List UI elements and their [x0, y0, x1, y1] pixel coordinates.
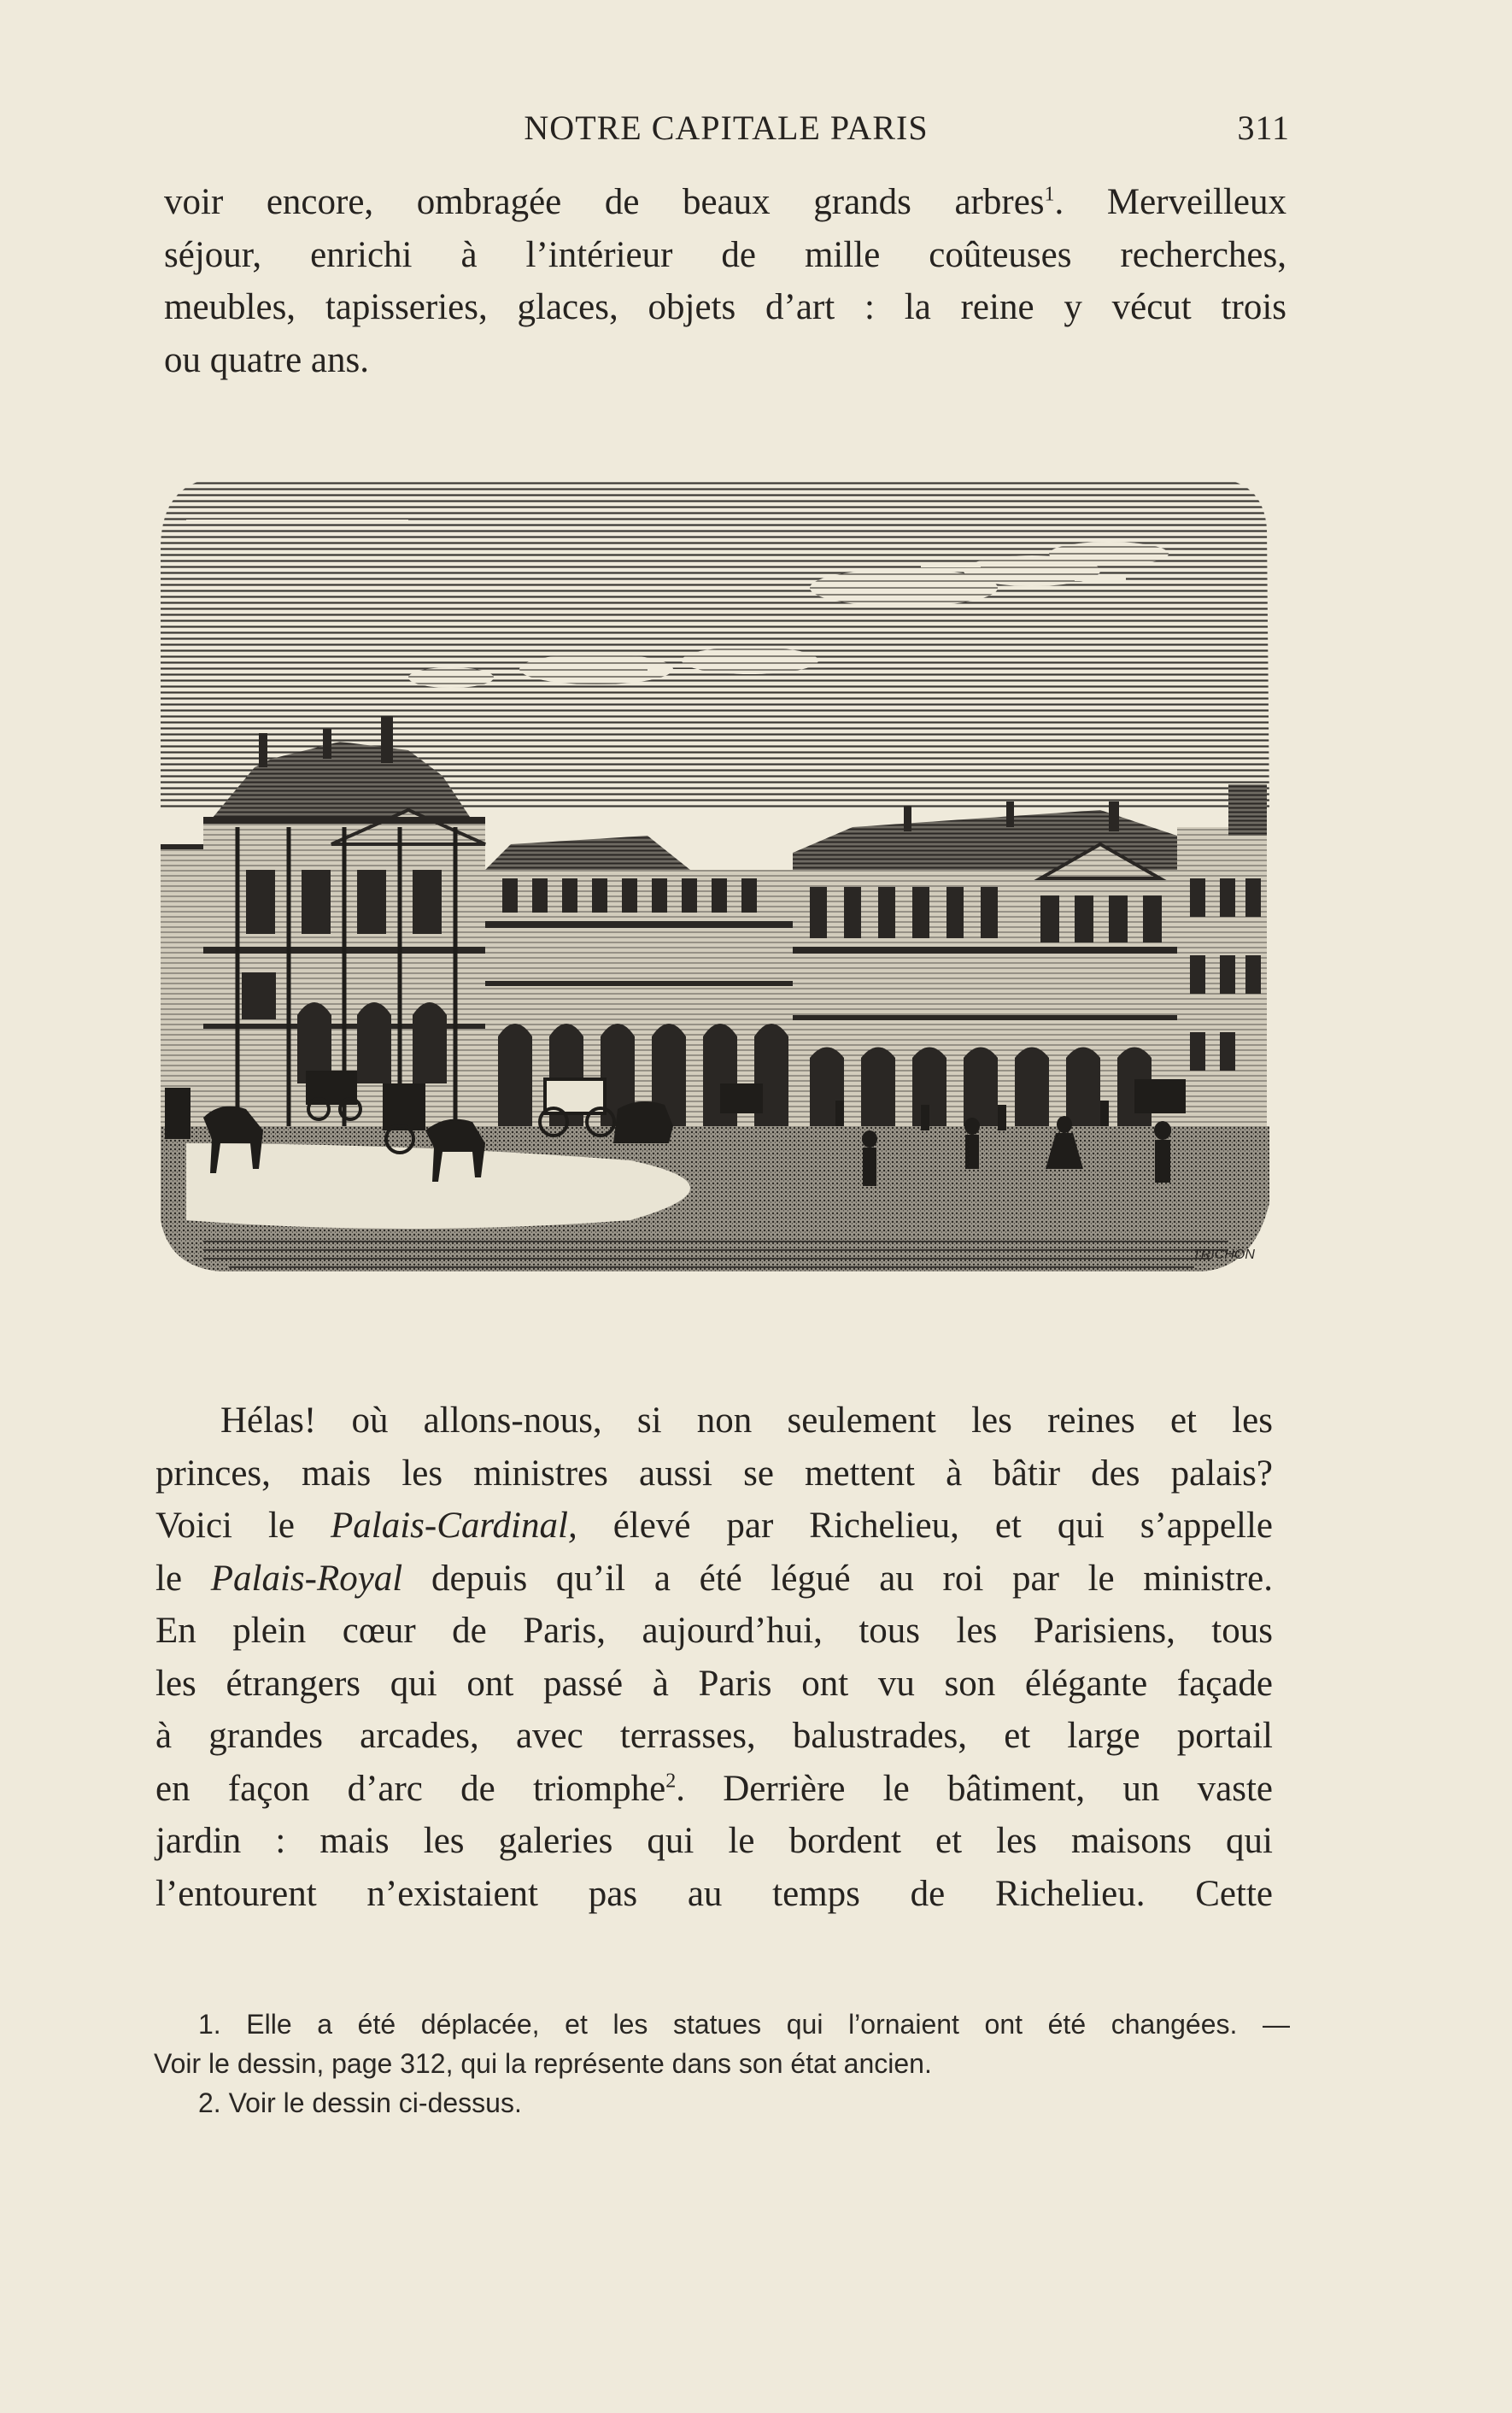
footnotes [154, 2005, 1290, 2122]
text-line: meubles, tapisseries, glaces, objets d’art : la reine y vécut trois [164, 287, 1286, 327]
emphasis-palais-cardinal: Palais-Cardinal, [331, 1506, 577, 1546]
text-line: le Palais-Royal depuis qu’il a été légué au roi par le ministre. [155, 1558, 1273, 1599]
text-line: ou quatre ans. [164, 339, 370, 380]
running-title: NOTRE CAPITALE PARIS [524, 109, 929, 147]
footnote-ref-2: 2 [665, 1770, 677, 1793]
running-head [162, 108, 1290, 150]
page-number: 311 [1237, 109, 1290, 147]
text-line: à grandes arcades, avec terrasses, balustrades, et large portail [155, 1716, 1273, 1756]
text-line: séjour, enrichi à l’intérieur de mille coûteuses recherches, [164, 234, 1286, 275]
paragraph-2 [155, 1394, 1273, 1920]
text-line: voir encore, ombragée de beaux grands arbres$^1$. Merveilleux [164, 182, 1286, 222]
footnote-ref-1: 1 [1044, 183, 1055, 206]
text-line: princes, mais les ministres aussi se mettent à bâtir des palais? [155, 1453, 1273, 1494]
footnote-2: 2. Voir le dessin ci-dessus. [198, 2087, 522, 2118]
palais-royal-engraving [152, 468, 1278, 1290]
paragraph-1 [164, 176, 1286, 386]
footnote-1-line-1: 1. Elle a été déplacée, et les statues qui l’ornaient ont été changées. — [198, 2009, 1290, 2040]
text-line: en façon d’arc de triomphe$^2$. Derrière le bâtiment, un vaste [155, 1768, 1273, 1809]
emphasis-palais-royal: Palais-Royal [210, 1558, 403, 1599]
text-line: l’entourent n’existaient pas au temps de Richelieu. Cette [155, 1873, 1273, 1914]
text-line: Voici le Palais-Cardinal, élevé par Richelieu, et qui s’appelle [155, 1506, 1273, 1546]
engraver-signature: TRICHON [1193, 1248, 1255, 1262]
text-line: Hélas! où allons-nous, si non seulement les reines et les [220, 1400, 1273, 1441]
text-line: En plein cœur de Paris, aujourd’hui, tous les Parisiens, tous [155, 1611, 1273, 1651]
footnote-1-line-2: Voir le dessin, page 312, qui la représente dans son état ancien. [154, 2048, 932, 2079]
text-line: jardin : mais les galeries qui le bordent et les maisons qui [155, 1821, 1273, 1861]
text-line: les étrangers qui ont passé à Paris ont vu son élégante façade [155, 1663, 1273, 1704]
